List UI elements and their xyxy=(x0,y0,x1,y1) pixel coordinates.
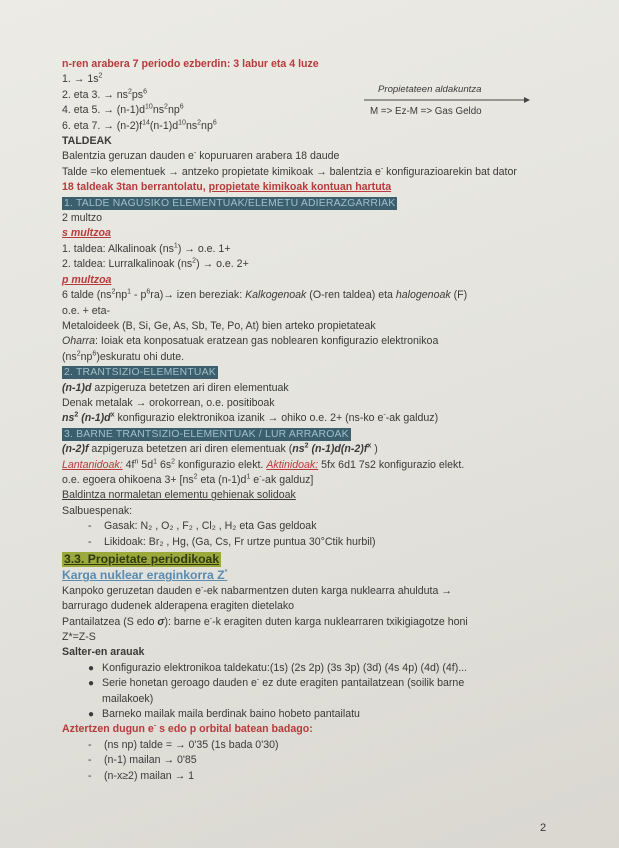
s-line-1: 1. taldea: Alkalinoak $(ns^1) \to o.e$. 1+ xyxy=(62,242,231,255)
side-note-formula: M => Ez-M => Gas Geldo xyxy=(370,106,482,117)
section33-line-1: Kanpoko geruzetan dauden e--ek nabarmentzen duten karga nuklearra ahulduta → xyxy=(62,584,452,597)
exception-likidoak: - Likidoak: Br₂ , Hg, (Ga, Cs, Fr urtze puntua 30°Ctik hurbil) xyxy=(62,535,562,550)
section33-line-4: Z*=Z-S xyxy=(62,631,96,644)
s-multzoa-heading: s multzoa xyxy=(62,227,111,240)
exception-gasak: - Gasak: N₂ , O₂ , F₂ , Cl₂ , H₂ eta Gas geldoak xyxy=(62,519,562,534)
section3-line-2: Lantanidoak: $4f^n$ $5d^1$ $6s^2$ konfigurazio elekt. Aktinidoak: 5fx 6d1 7s2 konfigurazio elekt. xyxy=(62,458,465,471)
taldeak-red-line: 18 taldeak 3tan berrantolatu, propietate kimikoak kontuan hartuta xyxy=(62,181,392,194)
section2-band: 2. TRANTSIZIO-ELEMENTUAK xyxy=(64,367,216,379)
s-line-2: 2. taldea: Lurralkalinoak $(ns^2) \to o.e$. 2+ xyxy=(62,257,249,271)
slater-bullet-2-cont: mailakoek) xyxy=(102,692,154,705)
multzo-line: 2 multzo xyxy=(62,212,103,225)
section33-band: 3.3. Propietate periodikoak xyxy=(64,552,220,566)
p-line-1: 6 talde $(ns^2np^1 - p^6ra)\to$ izen bereziak: Kalkogenoak (O-ren taldea) eta halogenoak (F) xyxy=(62,288,468,302)
section2-line-2: Denak metalak → orokorrean, o.e. positiboak xyxy=(62,396,275,409)
section33-band-row xyxy=(62,552,562,568)
slater-bullet-1: ● Konfigurazio elektronikoa taldekatu:(1s) (2s 2p) (3s 3p) (3d) (4s 4p) (4d) (4f)... xyxy=(88,661,468,674)
shielding-rule-3: - (n-x≥2) mailan → 1 xyxy=(62,769,562,784)
karga-nuklear-heading: Karga nuklear eraginkorra Z* xyxy=(62,568,228,583)
slater-bullet-2: ● Serie honetan geroago dauden e- ez dute eragiten pantailatzean (soilik barne xyxy=(88,676,465,690)
section3-line-3: o.e. egoera ohikoena $3+ [ns^2$ eta $(n-1)d^1$ e--ak galduz] xyxy=(62,473,314,486)
side-note-label: Propietateen aldakuntza xyxy=(378,84,482,95)
page-number: 2 xyxy=(540,822,547,834)
aztertzen-heading: Aztertzen dugun e- s edo p orbital batean badago: xyxy=(62,722,313,736)
shielding-rule-2: - (n-1) mailan → 0'85 xyxy=(62,753,562,768)
section2-line-1: (n-1)d azpigeruza betetzen ari diren elementuak xyxy=(62,381,289,394)
p-multzoa-heading: p multzoa xyxy=(62,273,112,286)
section2-line-3: $ns^2$ $(n-1)d^x$ konfigurazio elektronikoa izanik → ohiko o.e. 2+ (ns-ko e--ak galduz) xyxy=(62,411,439,425)
period-line-4: 6. eta 7. → $(n-2)f^{14}(n-1)d^{10}ns^2np^6$ xyxy=(62,119,217,132)
period-line-3: 4. eta 5. → $(n-1)d^{10}ns^2np^6$ xyxy=(62,103,184,117)
section3-line-4: Baldintza normaletan elementu gehienak solidoak xyxy=(62,489,296,502)
slater-heading: Salter-en arauak xyxy=(62,646,145,659)
section2-band-row xyxy=(62,365,562,380)
section33-line-2: barrurago dudenek alderapena eragiten dietelako xyxy=(62,600,295,613)
p-line-3: Metaloideek (B, Si, Ge, As, Sb, Te, Po, At) bien arteko propietateak xyxy=(62,319,376,332)
period-line-2: 2. eta 3. → $ns^2ps^6$ xyxy=(62,88,147,101)
section33-line-3: Pantailatzea (S edo σ): barne e--k eragiten duten karga nuklearraren txikigiagotze honi xyxy=(62,615,468,628)
periods-heading: n-ren arabera 7 periodo ezberdin: 3 labur eta 4 luze xyxy=(62,58,319,70)
section1-band-row xyxy=(62,196,562,211)
slater-bullet-3: ● Barneko mailak maila berdinak baino hobeto pantailatu xyxy=(88,708,360,721)
p-line-5: $(ns^2np^6)eskuratu$ ohi dute. xyxy=(62,350,185,363)
section3-band: 3. BARNE TRANTSIZIO-ELEMENTUAK / LUR ARRAROAK xyxy=(64,428,349,440)
p-line-2: o.e. + eta- xyxy=(62,304,110,317)
p-line-4: Oharra: Ioiak eta konposatuak eratzean gas noblearen konfigurazio elektronikoa xyxy=(62,335,439,348)
section3-line-5: Salbuespenak: xyxy=(62,504,133,517)
taldeak-line-1: Balentzia geruzan dauden e- kopuruaren arabera 18 daude xyxy=(62,149,340,163)
section3-line-1: (n-2)f azpigeruza betetzen ari diren elementuak ($ns^2$ $(n-1)d(n-2)f^x$ ) xyxy=(62,442,378,456)
taldeak-line-2: Talde =ko elementuek → antzeko propietate kimikoak → balentzia e- konfigurazioarekin bat dator xyxy=(62,165,517,178)
shielding-rule-1: - (ns np) talde = → 0'35 (1s bada 0'30) xyxy=(62,738,562,753)
section3-band-row xyxy=(62,427,562,442)
page-content xyxy=(62,57,562,784)
period-line-1: 1. → $1s^2$ xyxy=(62,72,103,86)
section1-band: 1. TALDE NAGUSIKO ELEMENTUAK/ELEMETU ADIERAZGARRIAK xyxy=(64,197,396,209)
taldeak-heading: TALDEAK xyxy=(62,135,112,148)
